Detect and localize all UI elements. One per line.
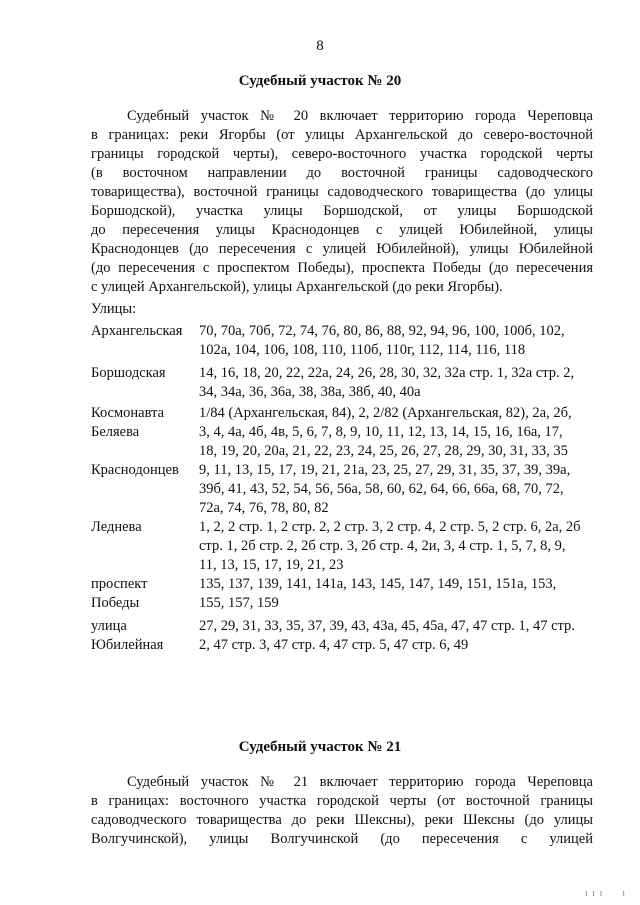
street-name-line: Архангельская [91, 323, 183, 339]
street-name-line: Боршодская [91, 365, 166, 381]
paragraph-line: границы городской черты), северо-восточного участка городской черты [91, 146, 593, 162]
house-numbers-line: 27, 29, 31, 33, 35, 37, 39, 43, 43а, 45, 45а, 47, 47 стр. 1, 47 стр. [199, 618, 575, 634]
paragraph-line: (до пересечения с проспектом Победы), проспекта Победы (до пересечения [91, 260, 593, 276]
street-name [91, 461, 199, 480]
section-20-description [91, 107, 593, 297]
street-name-line: Космонавта [91, 405, 165, 421]
house-numbers-line: 1, 2, 2 стр. 1, 2 стр. 2, 2 стр. 3, 2 стр. 4, 2 стр. 5, 2 стр. 6, 2а, 2б [199, 519, 581, 535]
paragraph-line: в границах: реки Ягорбы (от улицы Архангельской до северо-восточной [91, 127, 593, 143]
paragraph-line: Боршодской), участка улицы Боршодской, от улицы Боршодской [91, 203, 593, 219]
page-number: 8 [316, 38, 324, 54]
street-name [91, 575, 199, 613]
street-name-line: Леднева [91, 519, 142, 535]
street-name [91, 404, 199, 442]
house-numbers-line: 9, 11, 13, 15, 17, 19, 21, 21а, 23, 25, 27, 29, 31, 35, 37, 39, 39а, [199, 462, 571, 478]
house-numbers-line: 14, 16, 18, 20, 22, 22а, 24, 26, 28, 30, 32, 32а стр. 1, 32а стр. 2, [199, 365, 575, 381]
house-numbers-line: 72а, 74, 76, 78, 80, 82 [199, 500, 329, 516]
house-numbers [199, 575, 593, 613]
house-numbers [199, 518, 593, 575]
house-numbers-line: 11, 13, 15, 17, 19, 21, 23 [199, 557, 344, 573]
paragraph-line: товарищества), восточной границы садоводческого товарищества (до улицы [91, 184, 593, 200]
house-numbers-line: 2, 47 стр. 3, 47 стр. 4, 47 стр. 5, 47 стр. 6, 49 [199, 637, 469, 653]
section-21-title: Судебный участок № 21 [238, 739, 402, 755]
section-21-description [91, 773, 593, 849]
street-name-line: Победы [91, 595, 140, 611]
streets-label: Улицы: [91, 301, 137, 317]
street-name [91, 617, 199, 655]
street-name [91, 364, 199, 383]
house-numbers-line: 3, 4, 4а, 4б, 4в, 5, 6, 7, 8, 9, 10, 11, 12, 13, 14, 15, 16, 16а, 17, [199, 424, 563, 440]
paragraph-line: садоводческого товарищества до реки Шексны), реки Шексны (до улицы [91, 812, 593, 828]
house-numbers-line: 34, 34а, 36, 36а, 38, 38а, 38б, 40, 40а [199, 384, 421, 400]
street-name-line: проспект [91, 576, 148, 592]
house-numbers-line: 135, 137, 139, 141, 141а, 143, 145, 147, 149, 151, 151а, 153, [199, 576, 557, 592]
house-numbers-line: 1/84 (Архангельская, 84), 2, 2/82 (Архангельская, 82), 2а, 2б, [199, 405, 572, 421]
paragraph-line: Судебный участок № 21 включает территорию города Череповца [127, 774, 593, 790]
paragraph-line: до пересечения улицы Краснодонцев с улицей Юбилейной, улицы [91, 222, 593, 238]
house-numbers-line: 102а, 104, 106, 108, 110, 110б, 110г, 112, 114, 116, 118 [199, 342, 526, 358]
house-numbers [199, 461, 593, 518]
house-numbers [199, 322, 593, 360]
house-numbers [199, 404, 593, 461]
house-numbers [199, 364, 593, 402]
street-name-line: улица [91, 618, 127, 634]
paragraph-line: с улицей Архангельской), улицы Архангельской (до реки Ягорбы). [91, 279, 503, 295]
section-20-title: Судебный участок № 20 [238, 73, 402, 89]
paragraph-line: в границах: восточного участка городской черты (от восточной границы [91, 793, 593, 809]
street-name-line: Краснодонцев [91, 462, 179, 478]
scan-marks: ı ı ı ı [584, 889, 626, 899]
paragraph-line: Краснодонцев (до пересечения с улицей Юбилейной), улицы Юбилейной [91, 241, 593, 257]
house-numbers-line: 155, 157, 159 [199, 595, 279, 611]
street-name-line: Беляева [91, 424, 140, 440]
paragraph-line: Волгучинской), улицы Волгучинской (до пересечения с улицей [91, 831, 593, 847]
house-numbers-line: стр. 1, 2б стр. 2, 2б стр. 3, 2б стр. 4, 2и, 3, 4 стр. 1, 5, 7, 8, 9, [199, 538, 566, 554]
house-numbers-line: 70, 70а, 70б, 72, 74, 76, 80, 86, 88, 92, 94, 96, 100, 100б, 102, [199, 323, 565, 339]
street-name [91, 322, 199, 341]
house-numbers-line: 39б, 41, 43, 52, 54, 56, 56а, 58, 60, 62, 64, 66, 66а, 68, 70, 72, [199, 481, 564, 497]
paragraph-line: Судебный участок № 20 включает территорию города Череповца [127, 108, 593, 124]
street-name-line: Юбилейная [91, 637, 164, 653]
house-numbers-line: 18, 19, 20, 20а, 21, 22, 23, 24, 25, 26, 27, 28, 29, 30, 31, 33, 35 [199, 443, 568, 459]
paragraph-line: (в восточном направлении до восточной границы садоводческого [91, 165, 593, 181]
street-name [91, 518, 199, 537]
house-numbers [199, 617, 593, 655]
